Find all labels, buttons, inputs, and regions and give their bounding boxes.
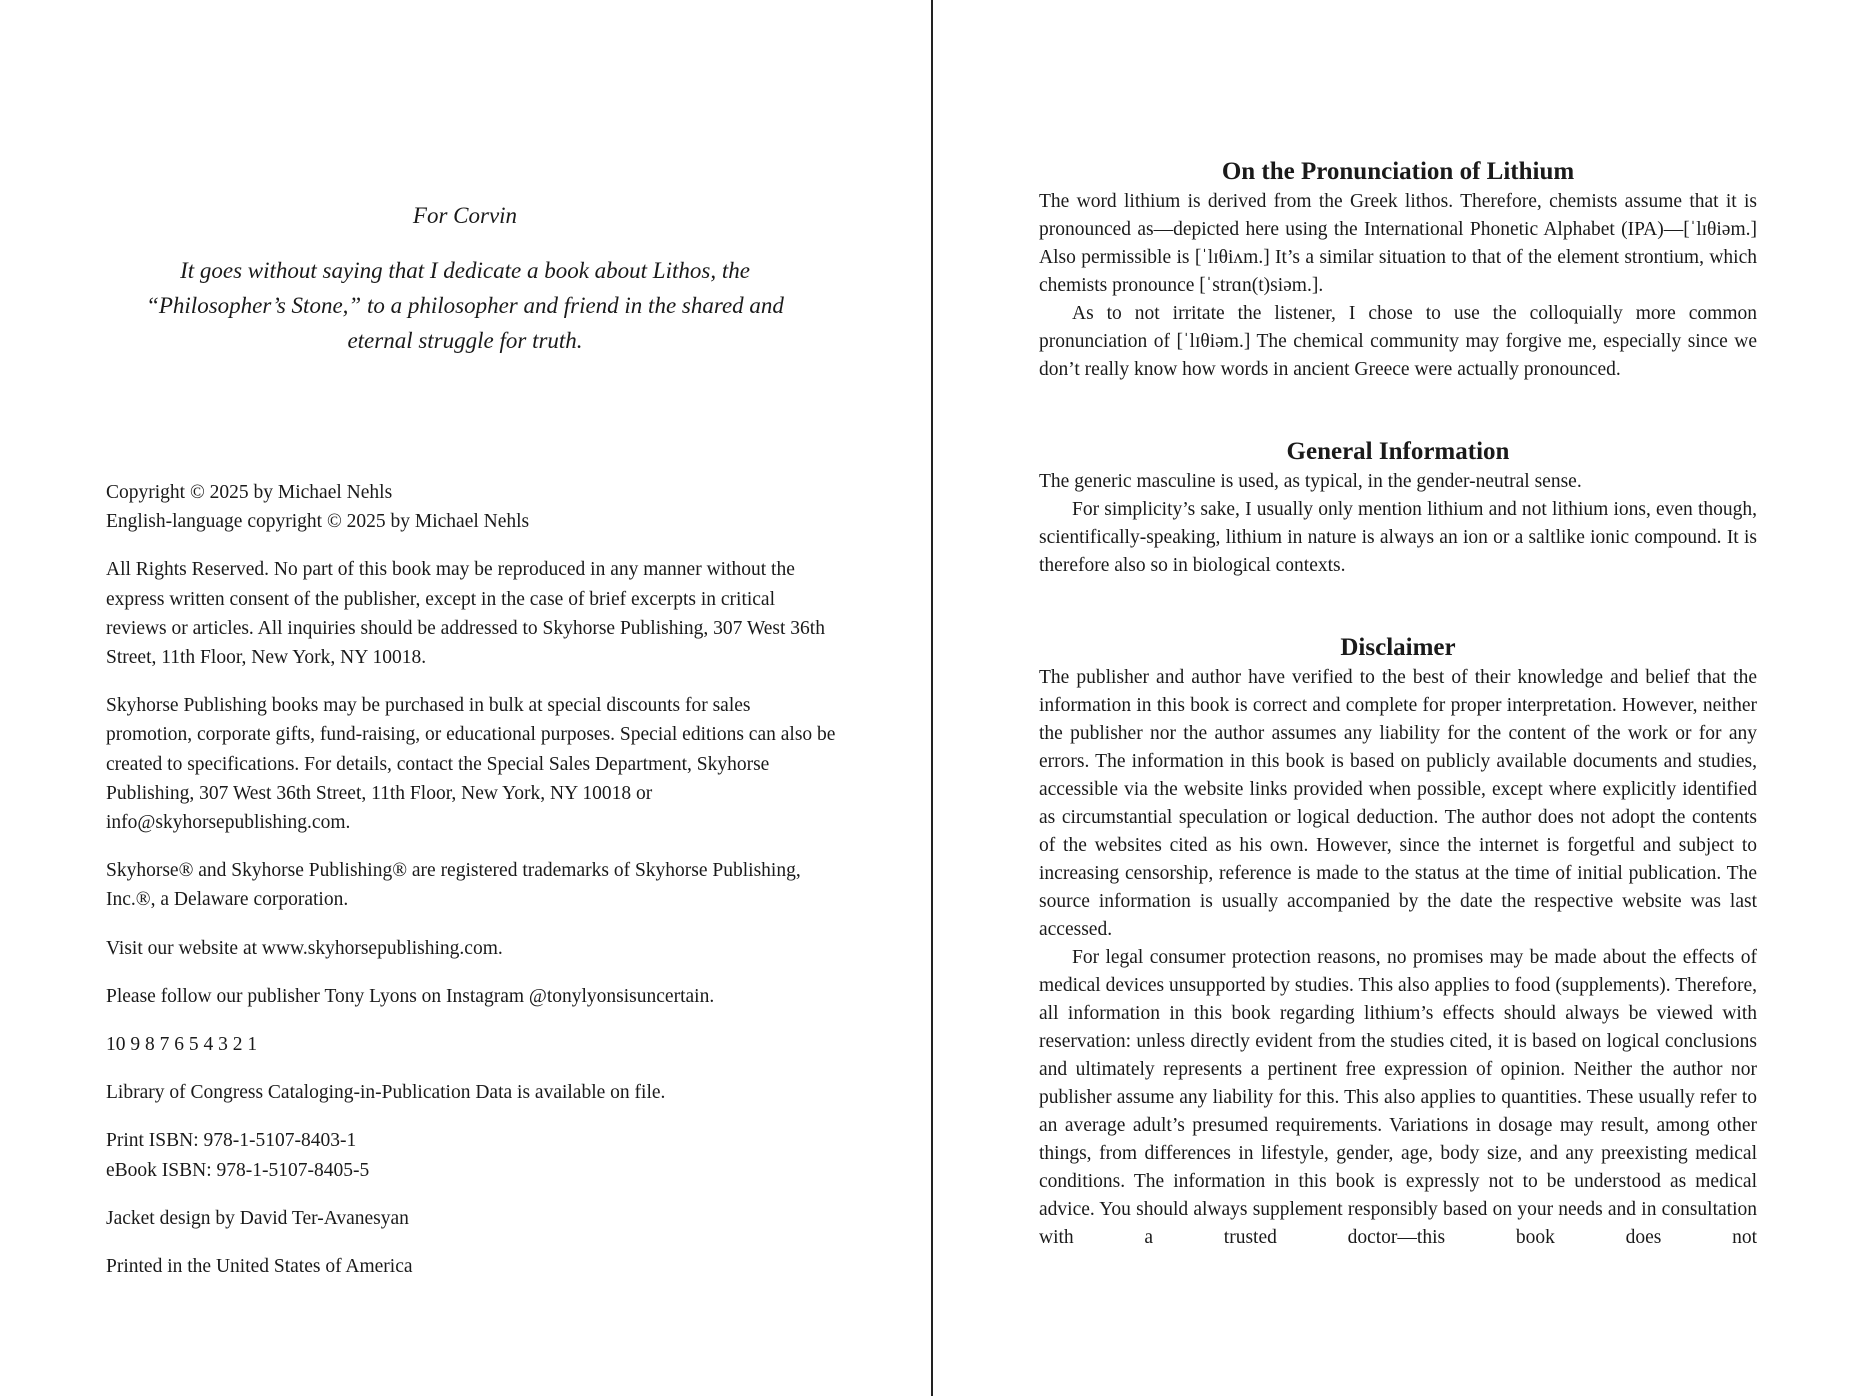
general-information-section <box>1039 436 1757 580</box>
general-information-heading: General Information <box>1286 438 1510 465</box>
pronunciation-section <box>1039 156 1757 384</box>
ebook-isbn: eBook ISBN: 978-1-5107-8405-5 <box>106 1159 370 1181</box>
jacket-credit: Jacket design by David Ter-Avanesyan <box>106 1207 409 1229</box>
general-paragraph-1: The generic masculine is used, as typical, in the gender-neutral sense. <box>1039 471 1582 492</box>
dedication <box>140 198 790 358</box>
english-copyright-line: English-language copyright © 2025 by Michael Nehls <box>106 511 530 533</box>
disclaimer-paragraph-2: For legal consumer protection reasons, no promises may be made about the effects of medical devices unsupported by studies. This also applies to food (supplements). Therefore, all information in this book regarding lithium’s effects should always be viewed with reservation: unless directly evident from the studies cited, it is based on logical conclusions and ultimately represents a pertinent free expression of opinion. Neither the author nor publisher assume any liability for this. This also applies to quantities. These usually refer to an average adult’s presumed requirements. Variations in dosage may result, among other things, from differences in lifestyle, gender, age, body size, and any preexisting medical conditions. The information in this book is expressly not to be understood as medical advice. You should always supplement responsibly based on your needs and in consultation with a trusted doctor—this book does not <box>1039 947 1757 1248</box>
bulk-sales-text: Skyhorse Publishing books may be purchased in bulk at special discounts for sales promotion, corporate gifts, fund-raising, or educational purposes. Special editions can also be created to specifications. For details, contact the Special Sales Department, Skyhorse Publishing, 307 West 36th Street, 11th Floor, New York, NY 10018 or info@skyhorsepublishing.com. <box>106 695 836 834</box>
isbn-block <box>106 1126 836 1184</box>
copyright-block <box>106 478 836 1300</box>
printing-line: 10 9 8 7 6 5 4 3 2 1 <box>106 1034 258 1056</box>
disclaimer-heading: Disclaimer <box>1340 634 1456 661</box>
print-isbn: Print ISBN: 978-1-5107-8403-1 <box>106 1130 357 1152</box>
pronunciation-paragraph-1: The word lithium is derived from the Greek lithos. Therefore, chemists assume that it is pronounced as—depicted here using the International Phonetic Alphabet (IPA)—[ˈlɪθiəm.] Also permissible is [ˈlɪθiʌm.] It’s a similar situation to that of the element strontium, which chemists pronounce [ˈstrɑn(t)siəm.]. <box>1039 191 1757 296</box>
right-page <box>933 0 1862 1396</box>
pronunciation-paragraph-2: As to not irritate the listener, I chose to use the colloquially more common pronunciation of [ˈlɪθiəm.] The chemical community may forgive me, especially since we don’t really know how words in ancient Greece were actually pronounced. <box>1039 303 1757 380</box>
general-paragraph-2: For simplicity’s sake, I usually only mention lithium and not lithium ions, even though, scientifically-speaking, lithium in nature is always an ion or a saltlike ionic compound. It is therefore also so in biological contexts. <box>1039 499 1757 576</box>
dedication-text: It goes without saying that I dedicate a book about Lithos, the “Philosopher’s Stone,” to a philosopher and friend in the shared and eternal struggle for truth. <box>146 258 784 353</box>
copyright-notice <box>106 478 836 536</box>
copyright-line: Copyright © 2025 by Michael Nehls <box>106 482 393 503</box>
disclaimer-section <box>1039 632 1757 1252</box>
rights-reserved-text: All Rights Reserved. No part of this book may be reproduced in any manner without the express written consent of the publisher, except in the case of brief excerpts in critical reviews or articles. All inquiries should be addressed to Skyhorse Publishing, 307 West 36th Street, 11th Floor, New York, NY 10018. <box>106 559 825 669</box>
website-text: Visit our website at www.skyhorsepublishing.com. <box>106 937 503 959</box>
instagram-text: Please follow our publisher Tony Lyons on Instagram @tonylyonsisuncertain. <box>106 985 715 1007</box>
pronunciation-heading: On the Pronunciation of Lithium <box>1221 158 1575 185</box>
disclaimer-paragraph-1: The publisher and author have verified to the best of their knowledge and belief that the information in this book is correct and complete for proper interpretation. However, neither the publisher nor the author assumes any liability for the content of the work or for any errors. The information in this book is based on publicly available documents and studies, accessible via the website links provided when possible, except where explicitly identified as circumstantial speculation or logical deduction. The author does not adopt the contents of the websites cited as his own. However, since the internet is forgetful and subject to increasing censorship, reference is made to the status at the time of initial publication. The source information is usually accompanied by the date the respective website was last accessed. <box>1039 667 1757 940</box>
dedication-recipient: For Corvin <box>412 203 518 228</box>
loc-text: Library of Congress Cataloging-in-Publication Data is available on file. <box>106 1082 666 1104</box>
trademark-text: Skyhorse® and Skyhorse Publishing® are registered trademarks of Skyhorse Publishing, Inc.®, a Delaware corporation. <box>106 860 801 911</box>
printed-location: Printed in the United States of America <box>106 1256 413 1278</box>
